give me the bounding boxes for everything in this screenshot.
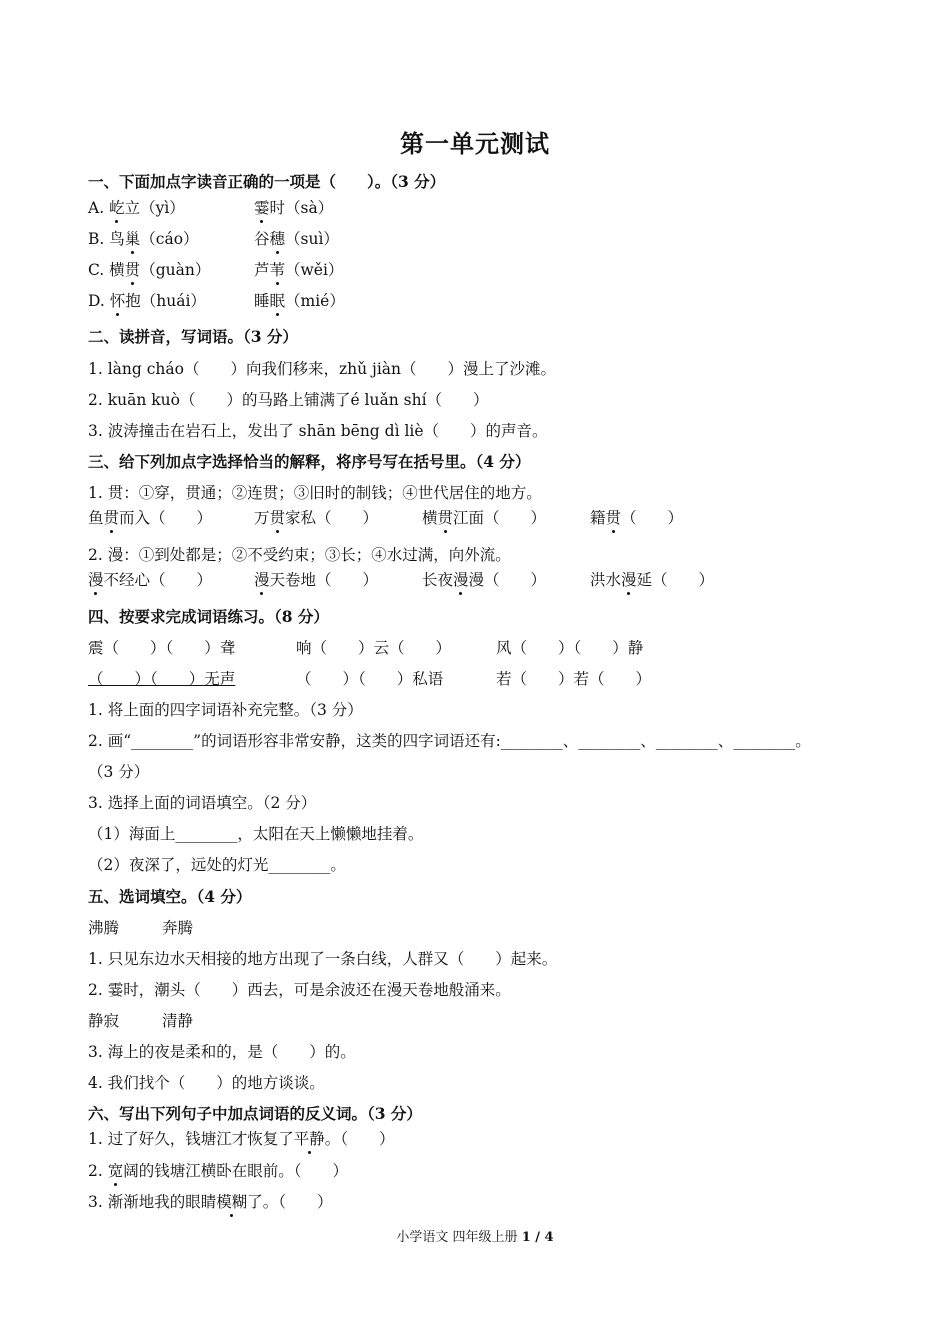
pinyin-line-2: 2. kuān kuò（ ）的马路上铺满了é luǎn shí（ ） <box>88 391 489 409</box>
guan-item-4: 籍贯（ ） <box>590 509 684 527</box>
section-5-heading: 五、选词填空。（4 分） <box>88 887 252 906</box>
option-d-right: 睡眠（mié） <box>254 292 345 310</box>
pinyin-line-3: 3. 波涛撞击在岩石上，发出了 shān bēng dì liè（ ）的声音。 <box>88 422 548 440</box>
antonym-line-1: 1. 过了好久，钱塘江才恢复了平静。（ ） <box>88 1130 395 1148</box>
fill-line-4: 4. 我们找个（ ）的地方谈谈。 <box>88 1074 325 1092</box>
guan-item-2: 万贯家私（ ） <box>254 509 379 527</box>
definition-man: 2. 漫：①到处都是；②不受约束；③长；④水过满，向外流。 <box>88 546 511 564</box>
idiom-blank-6: 若（ ）若（ ） <box>496 670 652 688</box>
section-1-heading: 一、下面加点字读音正确的一项是（ ）。（3 分） <box>88 172 446 191</box>
page-number: 1 / 4 <box>521 1230 554 1245</box>
section-2-heading: 二、读拼音，写词语。（3 分） <box>88 327 298 346</box>
section-6-heading: 六、写出下列句子中加点词语的反义词。（3 分） <box>88 1104 422 1123</box>
man-item-3: 长夜漫漫（ ） <box>422 571 547 589</box>
option-a-left: A. 屹立（yì） <box>88 199 185 217</box>
page-title: 第一单元测试 <box>400 129 550 158</box>
question-4-3: 3. 选择上面的词语填空。（2 分） <box>88 794 317 812</box>
option-c-right: 芦苇（wěi） <box>254 261 344 279</box>
question-4-3-2: （2）夜深了，远处的灯光________。 <box>88 856 346 874</box>
option-b-right: 谷穗（suì） <box>254 230 339 248</box>
fill-line-2: 2. 霎时，潮头（ ）西去，可是余波还在漫天卷地般涌来。 <box>88 981 511 999</box>
guan-item-3: 横贯江面（ ） <box>422 509 547 527</box>
question-4-2-score: （3 分） <box>88 763 150 781</box>
option-c-left: C. 横贯（guàn） <box>88 261 211 279</box>
idiom-blank-2: 响（ ）云（ ） <box>296 639 452 657</box>
idiom-blank-3: 风（ ）（ ）静 <box>496 639 644 657</box>
fill-line-1: 1. 只见东边水天相接的地方出现了一条白线，人群又（ ）起来。 <box>88 950 558 968</box>
option-a-right: 霎时（sà） <box>254 199 334 217</box>
guan-item-1: 鱼贯而入（ ） <box>88 509 213 527</box>
word-choice-1a: 沸腾 <box>88 919 120 937</box>
section-3-heading: 三、给下列加点字选择恰当的解释，将序号写在括号里。（4 分） <box>88 452 531 471</box>
fill-line-3: 3. 海上的夜是柔和的，是（ ）的。 <box>88 1043 356 1061</box>
definition-guan: 1. 贯：①穿，贯通；②连贯；③旧时的制钱；④世代居住的地方。 <box>88 484 542 502</box>
man-item-2: 漫天卷地（ ） <box>254 571 379 589</box>
option-b-left: B. 鸟巢（cáo） <box>88 230 199 248</box>
word-choice-1b: 奔腾 <box>162 919 194 937</box>
pinyin-line-1: 1. làng cháo（ ）向我们移来，zhǔ jiàn（ ）漫上了沙滩。 <box>88 360 557 378</box>
option-d-left: D. 怀抱（huái） <box>88 292 206 310</box>
question-4-1: 1. 将上面的四字词语补充完整。（3 分） <box>88 701 363 719</box>
section-4-heading: 四、按要求完成词语练习。（8 分） <box>88 607 329 626</box>
page-footer: 小学语文 四年级上册 1 / 4 <box>396 1230 554 1245</box>
idiom-blank-1: 震（ ）（ ）聋 <box>88 639 236 657</box>
word-choice-2a: 静寂 <box>88 1012 120 1030</box>
antonym-line-2: 2. 宽阔的钱塘江横卧在眼前。（ ） <box>88 1162 348 1180</box>
man-item-4: 洪水漫延（ ） <box>590 571 715 589</box>
word-choice-2b: 清静 <box>162 1012 194 1030</box>
antonym-line-3: 3. 渐渐地我的眼睛模糊了。（ ） <box>88 1193 333 1211</box>
idiom-blank-underlined: （ ）（ ）无声 <box>88 670 236 688</box>
question-4-3-1: （1）海面上________，太阳在天上懒懒地挂着。 <box>88 825 424 843</box>
idiom-blank-5: （ ）（ ）私语 <box>296 670 444 688</box>
question-4-2: 2. 画“________”的词语形容非常安静，这类的四字词语还有:________、________、________、________。 <box>88 732 811 750</box>
man-item-1: 漫不经心（ ） <box>88 571 213 589</box>
